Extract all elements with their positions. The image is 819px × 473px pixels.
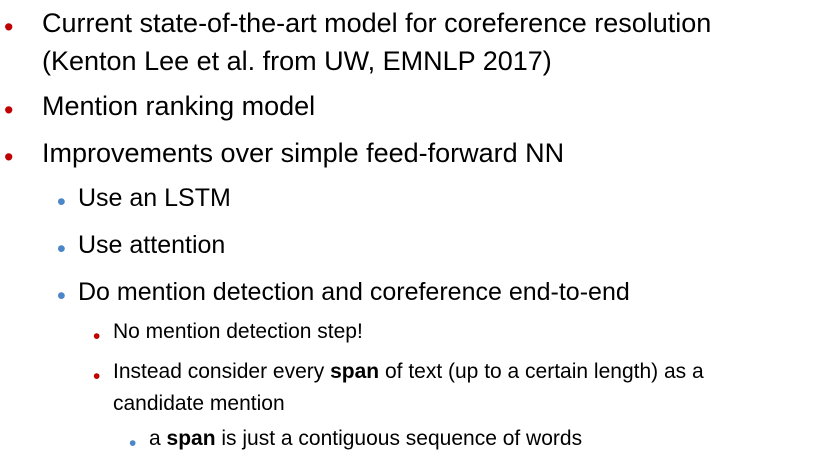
bullet-marker: • <box>57 282 66 310</box>
bullet-marker: • <box>93 325 101 348</box>
text-span-bold: span <box>330 360 380 383</box>
text-span-post: of text (up to a certain length) as a <box>379 360 704 383</box>
bullet-text-improvements: Improvements over simple feed-forward NN <box>42 138 565 168</box>
bullet-text-candidate-mention: candidate mention <box>113 392 285 415</box>
bullet-text-end-to-end: Do mention detection and coreference end-to-end <box>78 278 630 306</box>
bullet-marker: • <box>93 365 101 388</box>
bullet-text-lstm: Use an LSTM <box>78 184 231 212</box>
bullet-text-every-span <box>113 360 704 384</box>
bullet-text-span-definition <box>149 427 582 451</box>
text-span-post: is just a contiguous sequence of words <box>215 427 583 450</box>
bullet-marker: • <box>4 95 14 125</box>
bullet-text-citation: (Kenton Lee et al. from UW, EMNLP 2017) <box>42 46 552 76</box>
bullet-marker: • <box>57 235 66 263</box>
bullet-text-mention-ranking: Mention ranking model <box>42 91 316 121</box>
bullet-text-model: Current state-of-the-art model for coreference resolution <box>42 8 712 38</box>
bullet-marker: • <box>4 12 14 42</box>
text-span-pre: Instead consider every <box>113 360 331 383</box>
text-span-pre: a <box>149 427 167 450</box>
bullet-marker: • <box>129 432 137 455</box>
bullet-text-attention: Use attention <box>78 231 226 259</box>
bullet-marker: • <box>57 188 66 216</box>
bullet-marker: • <box>4 142 14 172</box>
bullet-text-no-detection: No mention detection step! <box>113 320 363 343</box>
text-span-bold: span <box>166 427 216 450</box>
